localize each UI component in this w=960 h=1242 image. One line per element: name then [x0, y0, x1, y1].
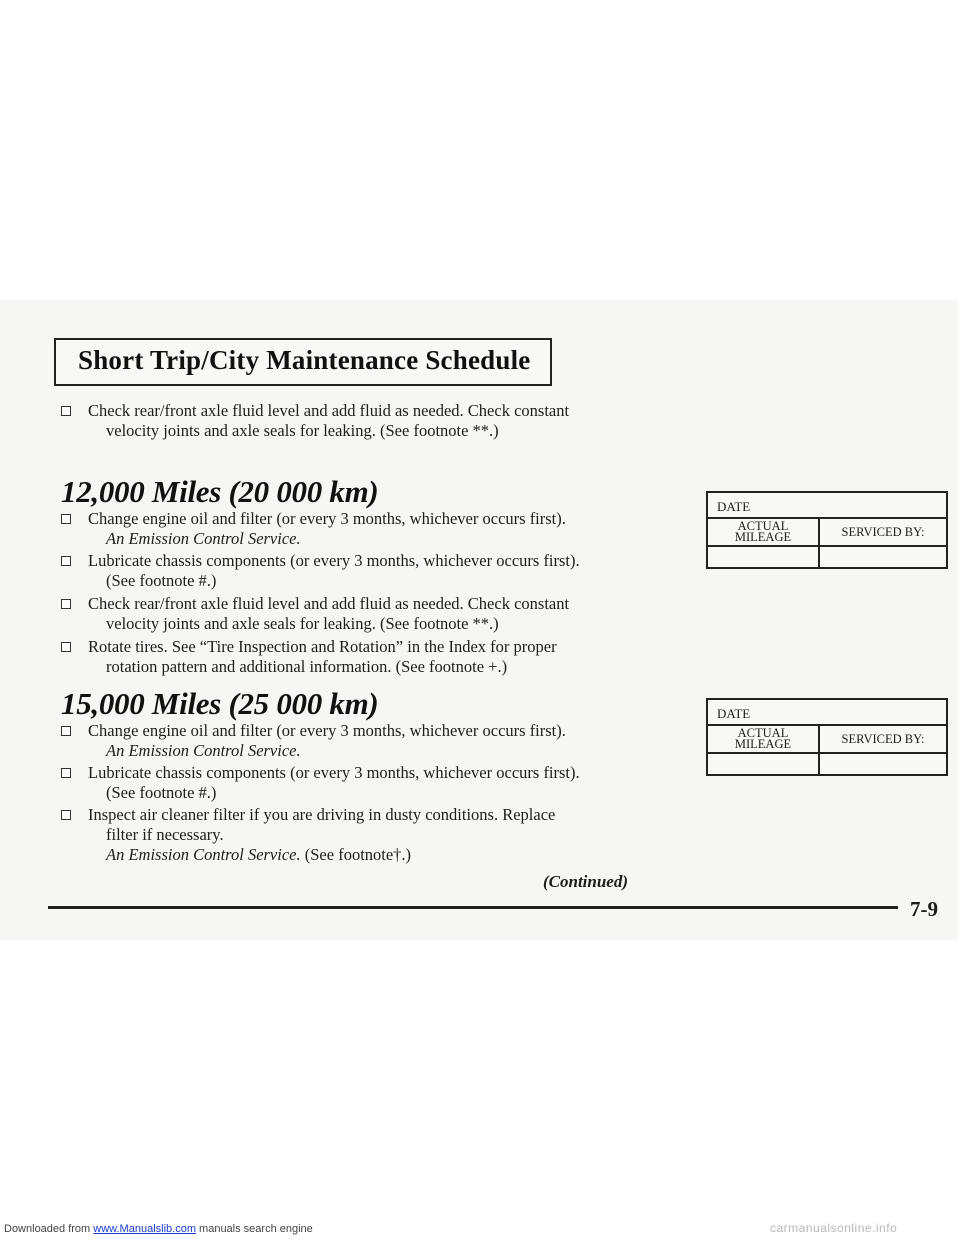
checklist-item	[88, 551, 668, 591]
table-divider	[818, 517, 820, 569]
item-note	[88, 845, 668, 865]
item-text: Lubricate chassis components (or every 3 months, whichever occurs first).	[88, 551, 580, 570]
item-text: velocity joints and axle seals for leaking. (See footnote **.)	[106, 421, 499, 440]
item-text: (See footnote #.)	[106, 783, 217, 802]
section-heading: 15,000 Miles (25 000 km)	[61, 686, 379, 721]
item-text: rotation pattern and additional information. (See footnote +.)	[106, 657, 508, 676]
checklist-item	[88, 594, 668, 634]
page-title: Short Trip/City Maintenance Schedule	[78, 345, 531, 375]
date-label: DATE	[717, 499, 751, 514]
watermark: carmanualsonline.info	[770, 1221, 898, 1235]
checkbox[interactable]	[61, 642, 71, 652]
checkbox[interactable]	[61, 406, 71, 416]
footnote-ref: (See footnote†.)	[300, 845, 412, 864]
checkbox[interactable]	[61, 599, 71, 609]
item-note: An Emission Control Service.	[106, 529, 301, 548]
manualslib-link[interactable]: www.Manualslib.com	[93, 1223, 196, 1235]
item-text: Check rear/front axle fluid level and add fluid as needed. Check constant	[88, 594, 570, 613]
checkbox[interactable]	[61, 768, 71, 778]
mileage-label-line: ACTUAL	[737, 519, 789, 533]
service-log-table	[706, 698, 948, 776]
download-footer	[4, 1223, 313, 1235]
footer-rule	[48, 906, 898, 909]
item-text: Rotate tires. See “Tire Inspection and Rotation” in the Index for proper	[88, 637, 557, 656]
checklist-item	[88, 509, 668, 549]
item-text: Change engine oil and filter (or every 3 months, whichever occurs first).	[88, 721, 566, 740]
checkbox[interactable]	[61, 726, 71, 736]
log-header-row	[708, 517, 946, 547]
checkbox[interactable]	[61, 514, 71, 524]
date-label: DATE	[717, 706, 751, 721]
checklist-item	[88, 637, 668, 677]
serviced-by-label: SERVICED BY:	[841, 732, 925, 746]
service-log-table	[706, 491, 948, 569]
checklist-item	[88, 805, 668, 865]
checklist-item	[88, 401, 668, 441]
checkbox[interactable]	[61, 810, 71, 820]
item-note: An Emission Control Service.	[106, 741, 301, 760]
mileage-label	[708, 519, 818, 545]
checklist-item	[88, 763, 668, 803]
section-heading: 12,000 Miles (20 000 km)	[61, 474, 379, 509]
log-header-row	[708, 724, 946, 754]
item-text: velocity joints and axle seals for leaking. (See footnote **.)	[106, 614, 499, 633]
mileage-label-line: MILEAGE	[734, 530, 792, 544]
table-divider	[818, 724, 820, 776]
checkbox[interactable]	[61, 556, 71, 566]
footer-suffix: manuals search engine	[195, 1223, 313, 1235]
item-text: (See footnote #.)	[106, 571, 217, 590]
mileage-label-line: ACTUAL	[737, 726, 789, 740]
mileage-label-line: MILEAGE	[734, 737, 792, 751]
emission-note: An Emission Control Service.	[106, 845, 301, 864]
continued-label: (Continued)	[543, 872, 629, 891]
footer-prefix: Downloaded from	[4, 1223, 94, 1235]
page-number: 7-9	[910, 897, 938, 921]
item-text: Change engine oil and filter (or every 3 months, whichever occurs first).	[88, 509, 566, 528]
item-text: Inspect air cleaner filter if you are driving in dusty conditions. Replace	[88, 805, 556, 824]
checklist-item	[88, 721, 668, 761]
serviced-by-label: SERVICED BY:	[841, 525, 925, 539]
item-text: filter if necessary.	[106, 825, 224, 844]
item-text: Check rear/front axle fluid level and add fluid as needed. Check constant	[88, 401, 570, 420]
item-text: Lubricate chassis components (or every 3 months, whichever occurs first).	[88, 763, 580, 782]
mileage-label	[708, 726, 818, 752]
